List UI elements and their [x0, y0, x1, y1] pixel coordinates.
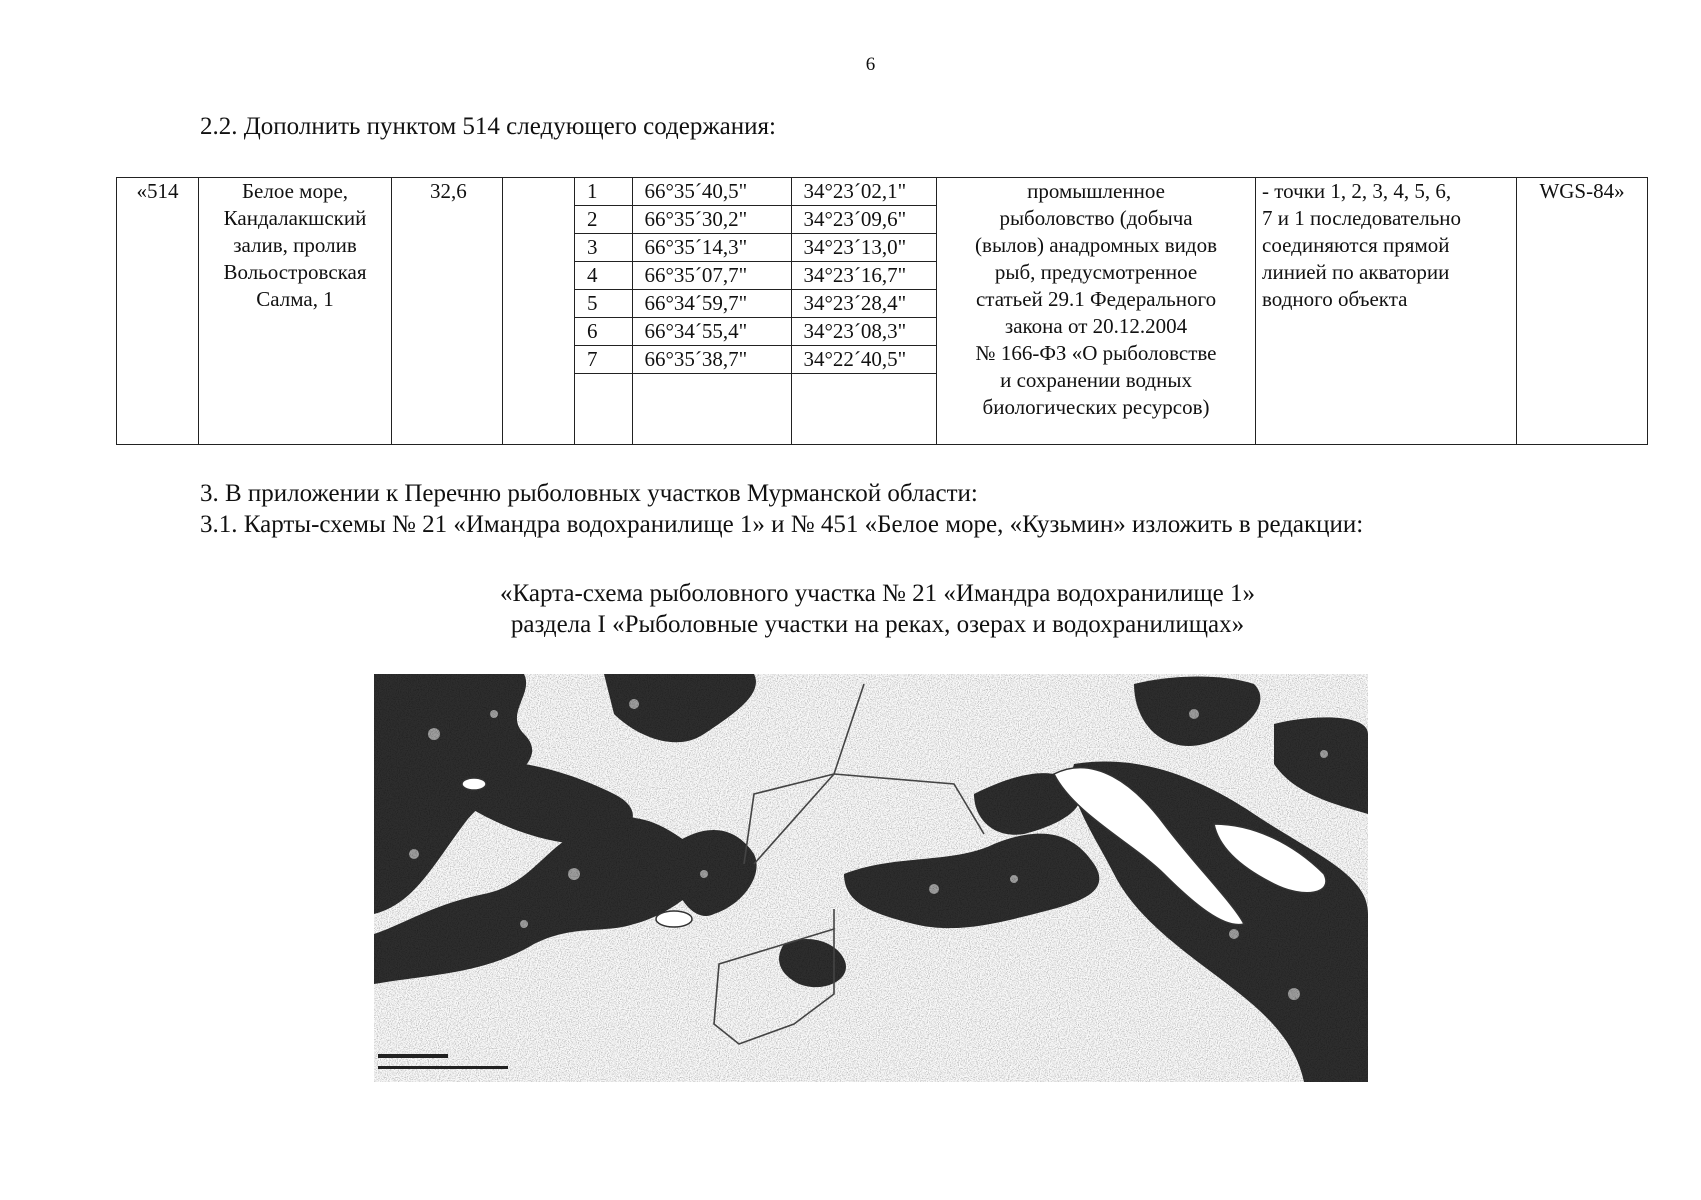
purpose-line: № 166-ФЗ «О рыболовстве [975, 341, 1217, 365]
point-row-filler [575, 374, 937, 445]
point-number: 6 [575, 318, 632, 346]
purpose-line: (вылов) анадромных видов [975, 233, 1218, 257]
point-longitude: 34°23´13,0" [791, 234, 937, 262]
point-number: 1 [575, 178, 632, 206]
point-longitude: 34°23´08,3" [791, 318, 937, 346]
site-name-line: Салма, 1 [256, 287, 334, 311]
purpose-line: закона от 20.12.2004 [1004, 314, 1188, 338]
purpose-line: и сохранении водных [1000, 368, 1192, 392]
point-longitude: 34°23´28,4" [791, 290, 937, 318]
points-table [575, 178, 937, 444]
point-latitude: 66°34´55,4" [632, 318, 791, 346]
site-name-line: залив, пролив [233, 233, 357, 257]
site-name-line: Вольостровская [223, 260, 367, 284]
point-longitude: 34°23´02,1" [791, 178, 937, 206]
point-row [575, 206, 937, 234]
empty-cell [503, 178, 575, 445]
purpose-line: рыб, предусмотренное [994, 260, 1198, 284]
site-name-cell [199, 178, 392, 445]
point-row [575, 290, 937, 318]
boundary-line: соединяются прямой [1262, 233, 1450, 257]
map-title [0, 578, 1701, 640]
fishing-site-table [116, 177, 1648, 445]
point-row [575, 178, 937, 206]
boundary-line: 7 и 1 последовательно [1262, 206, 1462, 230]
purpose-line: рыболовство (добыча [999, 206, 1193, 230]
point-number: 4 [575, 262, 632, 290]
boundary-line: водного объекта [1262, 287, 1408, 311]
point-latitude: 66°35´07,7" [632, 262, 791, 290]
fishing-site-map [374, 674, 1368, 1082]
purpose-line: биологических ресурсов) [982, 395, 1210, 419]
point-latitude: 66°34´59,7" [632, 290, 791, 318]
boundary-cell [1256, 178, 1517, 445]
site-number-cell: «514 [117, 178, 199, 445]
map-image [374, 674, 1368, 1082]
point-row [575, 346, 937, 374]
map-grain [374, 674, 1368, 1082]
point-longitude: 34°23´16,7" [791, 262, 937, 290]
point-latitude: 66°35´30,2" [632, 206, 791, 234]
paragraph-2-2: 2.2. Дополнить пунктом 514 следующего содержания: [200, 113, 776, 140]
point-longitude: 34°22´40,5" [791, 346, 937, 374]
boundary-line: - точки 1, 2, 3, 4, 5, 6, [1262, 179, 1452, 203]
point-number: 5 [575, 290, 632, 318]
purpose-line: промышленное [1027, 179, 1165, 203]
page-number: 6 [865, 54, 876, 75]
point-row [575, 318, 937, 346]
purpose-line: статьей 29.1 Федерального [975, 287, 1217, 311]
point-latitude: 66°35´40,5" [632, 178, 791, 206]
points-cell [575, 178, 937, 445]
point-number: 2 [575, 206, 632, 234]
site-name-line: Белое море, [241, 179, 349, 203]
point-latitude: 66°35´14,3" [632, 234, 791, 262]
map-title-line-1: «Карта-схема рыболовного участка № 21 «Имандра водохранилище 1» [500, 580, 1255, 607]
point-latitude: 66°35´38,7" [632, 346, 791, 374]
purpose-cell [937, 178, 1256, 445]
point-number: 3 [575, 234, 632, 262]
point-row [575, 234, 937, 262]
point-number: 7 [575, 346, 632, 374]
paragraph-3: 3. В приложении к Перечню рыболовных участков Мурманской области: [200, 480, 978, 507]
site-area-cell: 32,6 [392, 178, 503, 445]
map-title-line-2: раздела I «Рыболовные участки на реках, озерах и водохранилищах» [510, 611, 1245, 638]
coordinate-system-cell: WGS-84» [1517, 178, 1648, 445]
boundary-line: линией по акватории [1262, 260, 1450, 284]
site-name-line: Кандалакшский [223, 206, 367, 230]
point-row [575, 262, 937, 290]
paragraph-3-1: 3.1. Карты-схемы № 21 «Имандра водохранилище 1» и № 451 «Белое море, «Кузьмин» изложить в редакции: [200, 511, 1364, 538]
point-longitude: 34°23´09,6" [791, 206, 937, 234]
